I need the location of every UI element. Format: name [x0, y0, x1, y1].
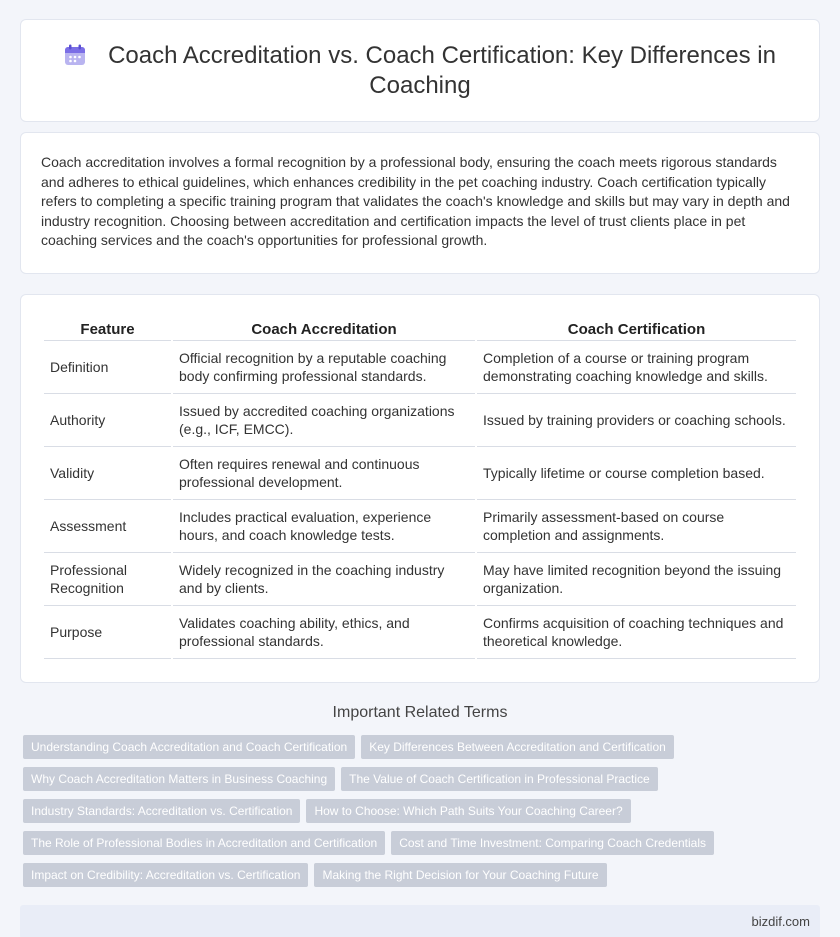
row-accreditation: Includes practical evaluation, experience hours, and coach knowledge tests. — [173, 500, 475, 553]
related-terms-list — [20, 735, 820, 887]
page-header — [20, 19, 820, 122]
related-term-link[interactable]: Understanding Coach Accreditation and Coach Certification — [23, 735, 355, 759]
related-term-link[interactable]: Key Differences Between Accreditation and Certification — [361, 735, 674, 759]
row-certification: Issued by training providers or coaching schools. — [477, 394, 796, 447]
comparison-table-card — [20, 294, 820, 683]
page-title — [61, 41, 779, 101]
row-certification: Typically lifetime or course completion based. — [477, 447, 796, 500]
header-accreditation: Coach Accreditation — [173, 313, 475, 341]
table-row — [44, 447, 796, 500]
table-row — [44, 553, 796, 606]
related-terms-title: Important Related Terms — [332, 703, 508, 721]
row-accreditation: Official recognition by a reputable coaching body confirming professional standards. — [173, 341, 475, 394]
footer — [20, 905, 820, 937]
row-feature: Authority — [44, 394, 171, 447]
table-row — [44, 606, 796, 659]
related-term-link[interactable]: The Role of Professional Bodies in Accreditation and Certification — [23, 831, 385, 855]
table-row — [44, 500, 796, 553]
row-feature: Assessment — [44, 500, 171, 553]
related-term-link[interactable]: Why Coach Accreditation Matters in Business Coaching — [23, 767, 335, 791]
row-accreditation: Widely recognized in the coaching industry and by clients. — [173, 553, 475, 606]
row-certification: Completion of a course or training program demonstrating coaching knowledge and skills. — [477, 341, 796, 394]
row-accreditation: Often requires renewal and continuous professional development. — [173, 447, 475, 500]
row-feature: Professional Recognition — [44, 553, 171, 606]
calendar-icon — [64, 44, 86, 66]
row-feature: Definition — [44, 341, 171, 394]
related-term-link[interactable]: Industry Standards: Accreditation vs. Certification — [23, 799, 300, 823]
row-accreditation: Validates coaching ability, ethics, and professional standards. — [173, 606, 475, 659]
row-certification: Primarily assessment-based on course completion and assignments. — [477, 500, 796, 553]
header-certification: Coach Certification — [477, 313, 796, 341]
table-row — [44, 341, 796, 394]
table-row — [44, 394, 796, 447]
related-term-link[interactable]: The Value of Coach Certification in Professional Practice — [341, 767, 658, 791]
row-feature: Purpose — [44, 606, 171, 659]
related-term-link[interactable]: Making the Right Decision for Your Coaching Future — [314, 863, 606, 887]
page-title-text: Coach Accreditation vs. Coach Certification: Key Differences in Coaching — [108, 41, 776, 99]
row-feature: Validity — [44, 447, 171, 500]
comparison-table — [42, 313, 798, 659]
intro-paragraph: Coach accreditation involves a formal recognition by a professional body, ensuring the coach meets rigorous standards and adheres to ethical guidelines, which enhances credibility in the pet coaching industry. Coach certification typically refers to completing a specific training program that validates the coach's knowledge and skills but may vary in depth and industry recognition. Choosing between accreditation and certification impacts the level of trust clients place in pet coaching services and the coach's opportunities for professional growth. — [20, 132, 820, 274]
related-term-link[interactable]: How to Choose: Which Path Suits Your Coaching Career? — [306, 799, 630, 823]
site-name[interactable]: bizdif.com — [751, 914, 810, 929]
row-certification: May have limited recognition beyond the issuing organization. — [477, 553, 796, 606]
row-certification: Confirms acquisition of coaching techniques and theoretical knowledge. — [477, 606, 796, 659]
related-term-link[interactable]: Impact on Credibility: Accreditation vs. Certification — [23, 863, 308, 887]
header-feature: Feature — [44, 313, 171, 341]
row-accreditation: Issued by accredited coaching organizations (e.g., ICF, EMCC). — [173, 394, 475, 447]
table-header-row — [44, 313, 796, 341]
related-term-link[interactable]: Cost and Time Investment: Comparing Coach Credentials — [391, 831, 714, 855]
